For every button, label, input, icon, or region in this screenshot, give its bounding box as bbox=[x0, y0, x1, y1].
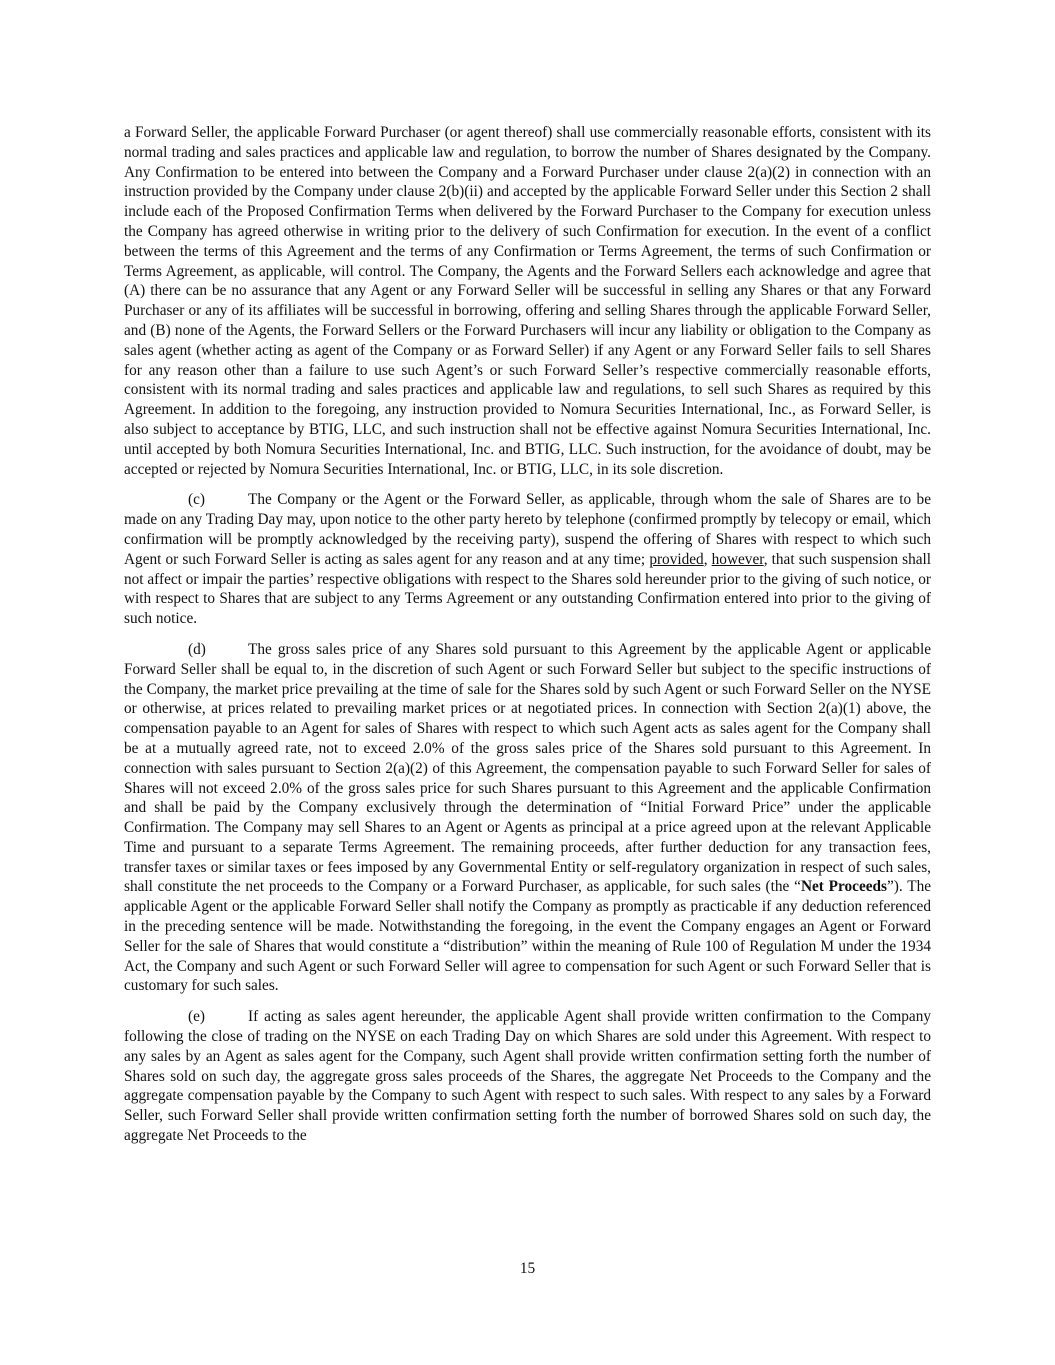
paragraph-c-text-2: , that such suspension shall not affect or impair the parties’ respective obligations with respect to the Shares sold hereunder prior to the giving of such notice, or with respect to Shares that are subject to any Terms Agreement or any outstanding Confirmation entered into prior to the giving of such notice. bbox=[124, 550, 932, 628]
net-proceeds-term: Net Proceeds bbox=[800, 878, 887, 896]
page-number: 15 bbox=[519, 1260, 536, 1277]
paragraph-c: (c) The Company or the Agent or the Forward Seller, as applicable, through whom the sale of Shares are to be made on any Trading Day may, upon notice to the other party hereto by telephone (confirmed promptly by telecopy or email, which confirmation will be promptly acknowledged by the receiving party), suspend the offering of Shares with respect to which such Agent or such Forward Seller is acting as sales agent for any reason and at any time; provided, however, that such suspension shall not affect or impair the parties’ respective obligations with respect to the Shares sold hereunder prior to the giving of such notice, or with respect to Shares that are subject to any Terms Agreement or any outstanding Confirmation entered into prior to the giving of such notice. bbox=[124, 491, 932, 628]
paragraph-d-text-1: The gross sales price of any Shares sold pursuant to this Agreement by the applicable Agent or applicable Forward Seller shall be equal to, in the discretion of such Agent or such Forward Seller but subject to the specific instructions of the Company, the market price prevailing at the time of sale for the Shares sold by such Agent or such Forward Seller on the NYSE or otherwise, at prices related to prevailing market prices or at negotiated prices. In connection with Section 2(a)(1) above, the compensation payable to an Agent for sales of Shares with respect to which such Agent acts as sales agent for the Company shall be at a mutually agreed rate, not to exceed 2.0% of the gross sales price of the Shares sold pursuant to this Agreement. In connection with sales pursuant to Section 2(a)(2) of this Agreement, the compensation payable to such Forward Seller for sales of Shares will not exceed 2.0% of the gross sales price for such Shares pursuant to this Agreement and the applicable Confirmation and shall be paid by the Company exclusively through the determination of “Initial Forward Price” under the applicable Confirmation. The Company may sell Shares to an Agent or Agents as principal at a price agreed upon at the relevant Applicable Time and pursuant to a separate Terms Agreement. The remaining proceeds, after further deduction for any transaction fees, transfer taxes or similar taxes or fees imposed by any Governmental Entity or self-regulatory organization in respect of such sales, shall constitute the net proceeds to the Company or a Forward Purchaser, as applicable, for such sales (the “ bbox=[124, 640, 931, 896]
provided-term: provided bbox=[649, 550, 704, 568]
paragraph-b-continuation: a Forward Seller, the applicable Forward Purchaser (or agent thereof) shall use commercially reasonable efforts, consistent with its normal trading and sales practices and applicable law and regulation, to borrow the number of Shares designated by the Company. Any Confirmation to be entered into between the Company and a Forward Purchaser under clause 2(a)(2) in connection with an instruction provided by the Company under clause 2(b)(ii) and accepted by the applicable Forward Seller under this Section 2 shall include each of the Proposed Confirmation Terms when delivered by the Forward Purchaser to the Company for execution unless the Company has agreed otherwise in writing prior to the delivery of such Confirmation for execution. In the event of a conflict between the terms of this Agreement and the terms of any Confirmation or Terms Agreement, the terms of such Confirmation or Terms Agreement, as applicable, will control. The Company, the Agents and the Forward Sellers each acknowledge and agree that (A) there can be no assurance that any Agent or any Forward Seller will be successful in selling any Shares or that any Forward Purchaser or any of its affiliates will be successful in borrowing, offering and selling Shares through the applicable Forward Seller, and (B) none of the Agents, the Forward Sellers or the Forward Purchasers will incur any liability or obligation to the Company as sales agent (whether acting as agent of the Company or as Forward Seller) if any Agent or any Forward Seller fails to sell Shares for any reason other than a failure to use such Agent’s or such Forward Seller’s respective commercially reasonable efforts, consistent with its normal trading and sales practices and applicable law and regulations, to sell such Shares as required by this Agreement. In addition to the foregoing, any instruction provided to Nomura Securities International, Inc., as Forward Seller, is also subject to acceptance by BTIG, LLC, and such instruction shall not be effective against Nomura Securities International, Inc. until accepted by both Nomura Securities International, Inc. and BTIG, LLC. Such instruction, for the avoidance of doubt, may be accepted or rejected by Nomura Securities International, Inc. or BTIG, LLC, in its sole discretion. bbox=[124, 124, 931, 478]
paragraph-e-text: If acting as sales agent hereunder, the applicable Agent shall provide written confirmation to the Company following the close of trading on the NYSE on each Trading Day on which Shares are sold under this Agreement. With respect to any sales by an Agent as sales agent for the Company, such Agent shall provide written confirmation setting forth the number of Shares sold on such day, the aggregate gross sales proceeds of the Shares, the aggregate Net Proceeds to the Company and the aggregate compensation payable by the Company to such Agent with respect to such sales. With respect to any sales by a Forward Seller, such Forward Seller shall provide written confirmation setting forth the number of borrowed Shares sold on such day, the aggregate Net Proceeds to the bbox=[124, 1008, 931, 1145]
however-term: however bbox=[711, 550, 764, 568]
paragraph-e bbox=[124, 1007, 931, 1146]
document-page bbox=[124, 123, 931, 1157]
paragraph-d-label: (d) bbox=[188, 640, 206, 658]
paragraph-d-text-2: ”). The applicable Agent or the applicable Forward Seller shall notify the Company as promptly as practicable if any deduction referenced in the preceding sentence will be made. Notwithstanding the foregoing, in the event the Company engages an Agent or Forward Seller for the sale of Shares that would constitute a “distribution” within the meaning of Rule 100 of Regulation M under the 1934 Act, the Company and such Agent or such Forward Seller will agree to compensation for such Agent or such Forward Seller that is customary for such sales. bbox=[124, 878, 932, 995]
paragraph-c-label: (c) bbox=[188, 491, 205, 509]
paragraph-d bbox=[124, 640, 931, 996]
paragraph-e-label: (e) bbox=[188, 1008, 205, 1026]
paragraph-c-text-1: The Company or the Agent or the Forward Seller, as applicable, through whom the sale of Shares are to be made on any Trading Day may, upon notice to the other party hereto by telephone (confirmed promptly by telecopy or email, which confirmation will be promptly acknowledged by the receiving party), suspend the offering of Shares with respect to which such Agent or such Forward Seller is acting as sales agent for any reason and at any time; bbox=[124, 491, 931, 568]
